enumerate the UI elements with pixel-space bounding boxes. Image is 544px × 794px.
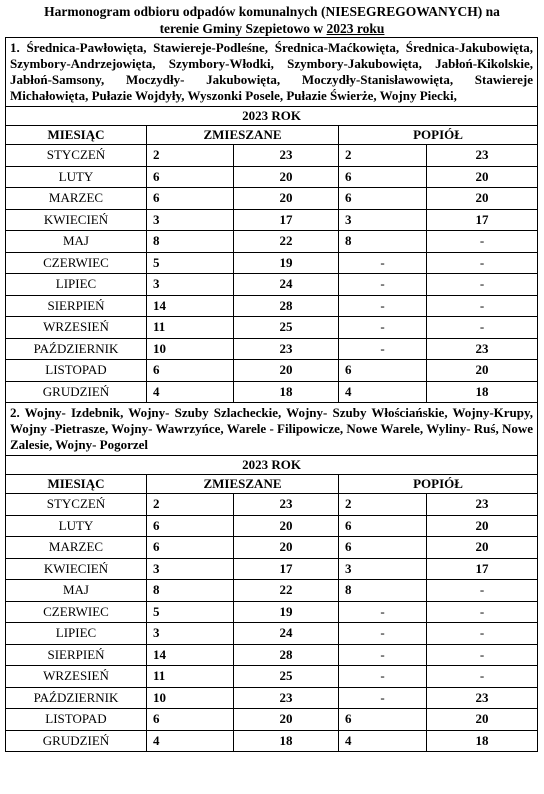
mixed-date-1: 6 — [147, 166, 234, 188]
mixed-date-1: 4 — [147, 381, 234, 403]
mixed-date-2: 20 — [234, 360, 339, 382]
ash-date-1: 2 — [339, 494, 427, 516]
month-cell: LISTOPAD — [6, 360, 147, 382]
ash-date-1: 2 — [339, 145, 427, 167]
mixed-date-2: 17 — [234, 209, 339, 231]
column-header-row — [6, 475, 538, 494]
table-row — [6, 381, 538, 403]
ash-date-2: 20 — [427, 360, 538, 382]
mixed-date-1: 11 — [147, 317, 234, 339]
mixed-date-1: 11 — [147, 666, 234, 688]
schedule-table-body — [6, 38, 538, 752]
mixed-date-2: 18 — [234, 730, 339, 752]
month-cell: KWIECIEŃ — [6, 209, 147, 231]
month-cell: LIPIEC — [6, 274, 147, 296]
month-cell: MAJ — [6, 231, 147, 253]
month-cell: SIERPIEŃ — [6, 644, 147, 666]
year-label: 2023 ROK — [6, 456, 538, 475]
column-header-row — [6, 126, 538, 145]
ash-date-1: - — [339, 644, 427, 666]
mixed-date-2: 24 — [234, 623, 339, 645]
ash-date-2: - — [427, 623, 538, 645]
ash-date-1: - — [339, 338, 427, 360]
month-cell: PAŹDZIERNIK — [6, 338, 147, 360]
ash-date-2: - — [427, 601, 538, 623]
table-row — [6, 274, 538, 296]
mixed-date-2: 23 — [234, 145, 339, 167]
table-row — [6, 338, 538, 360]
mixed-date-1: 2 — [147, 145, 234, 167]
ash-date-1: 3 — [339, 558, 427, 580]
mixed-date-2: 20 — [234, 515, 339, 537]
table-row — [6, 295, 538, 317]
title-year: 2023 roku — [326, 21, 385, 36]
table-row — [6, 515, 538, 537]
mixed-date-1: 10 — [147, 338, 234, 360]
section-localities: 2. Wojny- Izdebnik, Wojny- Szuby Szlacheckie, Wojny- Szuby Włościańskie, Wojny-Krupy, Wojny -Pietrasze, Wojny- Wawrzyńce, Warele - Filipowicze, Nowe Warele, Wyliny- Ruś, Nowe Zalesie, Wojny- Pogorzel — [6, 403, 538, 456]
mixed-date-1: 6 — [147, 515, 234, 537]
month-cell: LISTOPAD — [6, 709, 147, 731]
ash-date-2: - — [427, 295, 538, 317]
ash-date-1: - — [339, 623, 427, 645]
ash-date-2: 23 — [427, 687, 538, 709]
mixed-date-1: 6 — [147, 537, 234, 559]
month-cell: MARZEC — [6, 537, 147, 559]
ash-date-2: - — [427, 317, 538, 339]
ash-date-1: 4 — [339, 730, 427, 752]
column-header-ash: POPIÓŁ — [339, 475, 538, 494]
month-cell: MARZEC — [6, 188, 147, 210]
ash-date-1: 6 — [339, 709, 427, 731]
month-cell: KWIECIEŃ — [6, 558, 147, 580]
ash-date-2: - — [427, 580, 538, 602]
month-cell: LIPIEC — [6, 623, 147, 645]
table-row — [6, 623, 538, 645]
ash-date-2: - — [427, 666, 538, 688]
month-cell: WRZESIEŃ — [6, 317, 147, 339]
ash-date-1: 3 — [339, 209, 427, 231]
ash-date-2: - — [427, 252, 538, 274]
mixed-date-1: 4 — [147, 730, 234, 752]
month-cell: STYCZEŃ — [6, 494, 147, 516]
mixed-date-2: 23 — [234, 338, 339, 360]
table-row — [6, 666, 538, 688]
month-cell: PAŹDZIERNIK — [6, 687, 147, 709]
mixed-date-2: 20 — [234, 166, 339, 188]
mixed-date-1: 6 — [147, 188, 234, 210]
mixed-date-1: 5 — [147, 252, 234, 274]
ash-date-2: 20 — [427, 537, 538, 559]
table-row — [6, 601, 538, 623]
month-cell: GRUDZIEŃ — [6, 730, 147, 752]
mixed-date-2: 28 — [234, 295, 339, 317]
year-row — [6, 456, 538, 475]
section-localities: 1. Średnica-Pawłowięta, Stawiereje-Podleśne, Średnica-Maćkowięta, Średnica-Jakubowięta, Szymbory-Andrzejowięta, Szymbory-Włodki, Szymbory-Jakubowięta, Jabłoń-Kikolskie, Jabłoń-Samsony, Moczydły- Jakubowięta, Moczydły-Stanisławowięta, Stawiereje Michałowięta, Pułazie Wojdyły, Wyszonki Posele, Pułazie Świerże, Wojny Piecki, — [6, 38, 538, 107]
ash-date-2: 18 — [427, 381, 538, 403]
ash-date-1: 8 — [339, 231, 427, 253]
ash-date-2: 17 — [427, 558, 538, 580]
title-line-2 — [0, 20, 544, 37]
mixed-date-2: 19 — [234, 252, 339, 274]
month-cell: LUTY — [6, 166, 147, 188]
mixed-date-1: 3 — [147, 209, 234, 231]
ash-date-2: 23 — [427, 338, 538, 360]
table-row — [6, 317, 538, 339]
table-row — [6, 209, 538, 231]
section-header-row — [6, 38, 538, 107]
month-cell: SIERPIEŃ — [6, 295, 147, 317]
table-row — [6, 494, 538, 516]
ash-date-2: 23 — [427, 145, 538, 167]
mixed-date-2: 20 — [234, 537, 339, 559]
ash-date-1: 6 — [339, 188, 427, 210]
mixed-date-1: 6 — [147, 360, 234, 382]
ash-date-1: - — [339, 295, 427, 317]
table-row — [6, 580, 538, 602]
mixed-date-1: 8 — [147, 231, 234, 253]
mixed-date-1: 14 — [147, 644, 234, 666]
ash-date-1: - — [339, 601, 427, 623]
column-header-mixed: ZMIESZANE — [147, 126, 339, 145]
mixed-date-2: 17 — [234, 558, 339, 580]
column-header-mixed: ZMIESZANE — [147, 475, 339, 494]
ash-date-1: - — [339, 317, 427, 339]
table-row — [6, 360, 538, 382]
ash-date-2: - — [427, 644, 538, 666]
mixed-date-1: 3 — [147, 274, 234, 296]
ash-date-1: - — [339, 687, 427, 709]
mixed-date-1: 10 — [147, 687, 234, 709]
mixed-date-2: 22 — [234, 231, 339, 253]
mixed-date-2: 23 — [234, 687, 339, 709]
mixed-date-1: 8 — [147, 580, 234, 602]
ash-date-2: 17 — [427, 209, 538, 231]
month-cell: CZERWIEC — [6, 601, 147, 623]
table-row — [6, 687, 538, 709]
ash-date-1: - — [339, 252, 427, 274]
table-row — [6, 537, 538, 559]
mixed-date-1: 5 — [147, 601, 234, 623]
table-row — [6, 166, 538, 188]
column-header-month: MIESIĄC — [6, 126, 147, 145]
mixed-date-1: 3 — [147, 623, 234, 645]
year-row — [6, 107, 538, 126]
ash-date-1: 4 — [339, 381, 427, 403]
ash-date-1: - — [339, 666, 427, 688]
title-line-1: Harmonogram odbioru odpadów komunalnych (NIESEGREGOWANYCH) na — [44, 4, 500, 19]
month-cell: MAJ — [6, 580, 147, 602]
ash-date-1: 6 — [339, 515, 427, 537]
ash-date-1: 6 — [339, 166, 427, 188]
month-cell: CZERWIEC — [6, 252, 147, 274]
ash-date-2: 23 — [427, 494, 538, 516]
ash-date-1: 6 — [339, 537, 427, 559]
mixed-date-2: 19 — [234, 601, 339, 623]
document-title — [0, 0, 544, 37]
title-line-2-text: terenie Gminy Szepietowo w — [159, 21, 327, 36]
mixed-date-2: 20 — [234, 709, 339, 731]
ash-date-2: 20 — [427, 166, 538, 188]
mixed-date-1: 14 — [147, 295, 234, 317]
mixed-date-2: 25 — [234, 317, 339, 339]
ash-date-1: - — [339, 274, 427, 296]
ash-date-1: 8 — [339, 580, 427, 602]
table-row — [6, 188, 538, 210]
mixed-date-2: 28 — [234, 644, 339, 666]
month-cell: WRZESIEŃ — [6, 666, 147, 688]
ash-date-2: 20 — [427, 188, 538, 210]
month-cell: STYCZEŃ — [6, 145, 147, 167]
schedule-table — [5, 37, 538, 752]
month-cell: GRUDZIEŃ — [6, 381, 147, 403]
ash-date-1: 6 — [339, 360, 427, 382]
table-row — [6, 558, 538, 580]
mixed-date-2: 23 — [234, 494, 339, 516]
mixed-date-2: 18 — [234, 381, 339, 403]
year-label: 2023 ROK — [6, 107, 538, 126]
mixed-date-1: 6 — [147, 709, 234, 731]
ash-date-2: 18 — [427, 730, 538, 752]
mixed-date-1: 2 — [147, 494, 234, 516]
ash-date-2: - — [427, 231, 538, 253]
mixed-date-2: 25 — [234, 666, 339, 688]
table-row — [6, 730, 538, 752]
section-header-row — [6, 403, 538, 456]
ash-date-2: 20 — [427, 515, 538, 537]
column-header-month: MIESIĄC — [6, 475, 147, 494]
table-row — [6, 231, 538, 253]
mixed-date-2: 24 — [234, 274, 339, 296]
table-row — [6, 145, 538, 167]
mixed-date-1: 3 — [147, 558, 234, 580]
column-header-ash: POPIÓŁ — [339, 126, 538, 145]
ash-date-2: - — [427, 274, 538, 296]
mixed-date-2: 22 — [234, 580, 339, 602]
table-row — [6, 252, 538, 274]
table-row — [6, 709, 538, 731]
month-cell: LUTY — [6, 515, 147, 537]
table-row — [6, 644, 538, 666]
ash-date-2: 20 — [427, 709, 538, 731]
mixed-date-2: 20 — [234, 188, 339, 210]
